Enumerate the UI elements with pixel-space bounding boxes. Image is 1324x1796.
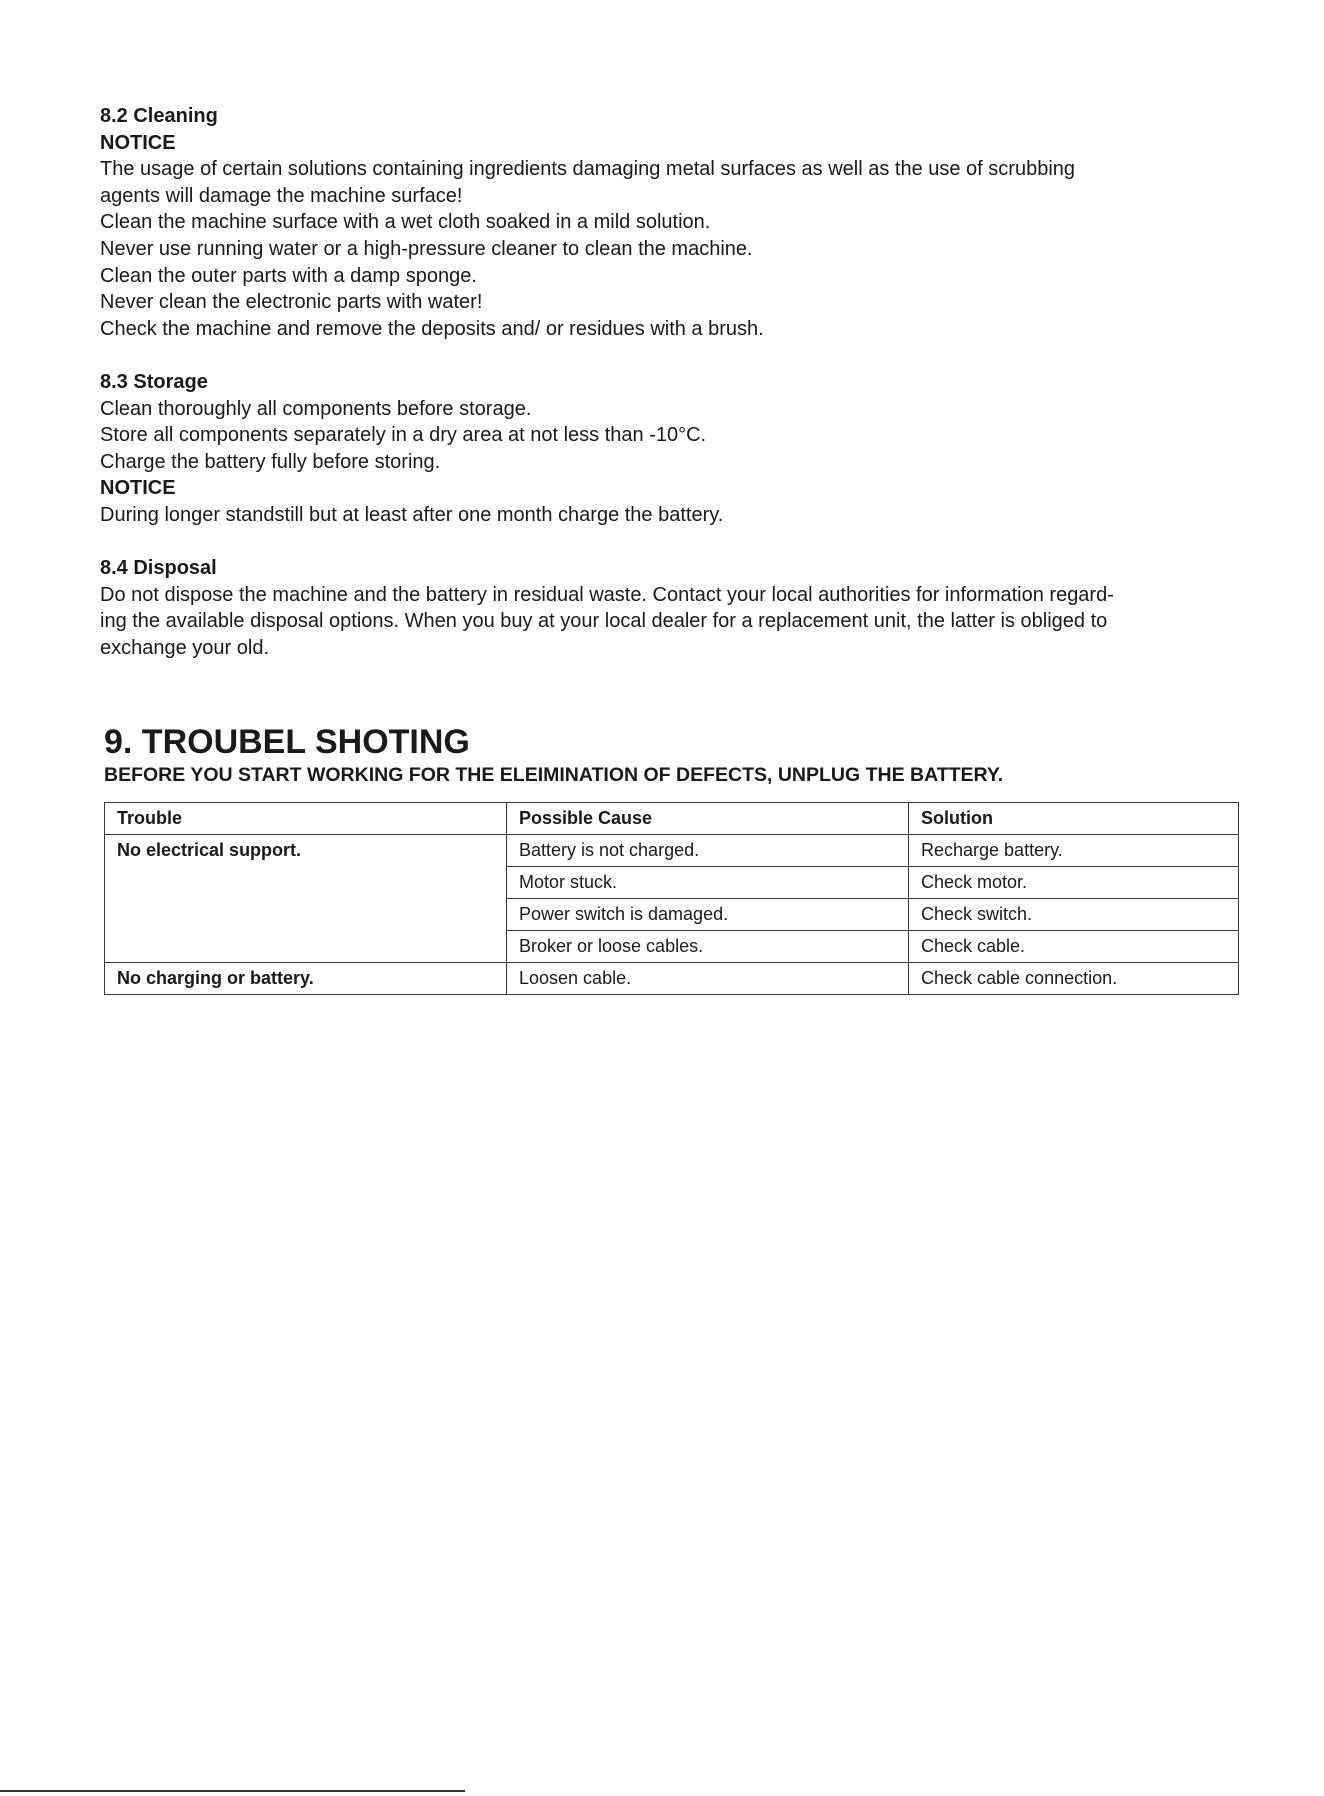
paragraph-line: Do not dispose the machine and the battery in residual waste. Contact your local authorities for information regard- [100, 583, 1114, 606]
cause-cell: Broker or loose cables. [507, 931, 909, 963]
notice-label: NOTICE [100, 477, 176, 500]
column-header-cause: Possible Cause [507, 803, 909, 835]
cause-cell: Motor stuck. [507, 867, 909, 899]
paragraph-line: Store all components separately in a dry area at not less than -10°C. [100, 424, 707, 447]
paragraph-line: ing the available disposal options. When you buy at your local dealer for a replacement unit, the latter is obliged to [100, 610, 1108, 633]
paragraph-line: Clean the outer parts with a damp sponge. [100, 264, 477, 287]
table-header-row [105, 803, 1239, 835]
trouble-cell: No electrical support. [105, 835, 507, 963]
section-spacer [100, 342, 1240, 369]
notice-text: During longer standstill but at least after one month charge the battery. [100, 503, 724, 526]
trouble-cell: No charging or battery. [105, 963, 507, 995]
paragraph-line: Never use running water or a high-pressure cleaner to clean the machine. [100, 237, 753, 260]
cause-cell: Power switch is damaged. [507, 899, 909, 931]
paragraph-line: Charge the battery fully before storing. [100, 450, 441, 473]
solution-cell: Check cable connection. [909, 963, 1239, 995]
solution-cell: Recharge battery. [909, 835, 1239, 867]
column-header-solution: Solution [909, 803, 1239, 835]
cause-cell: Loosen cable. [507, 963, 909, 995]
paragraph-line: Clean the machine surface with a wet cloth soaked in a mild solution. [100, 211, 711, 234]
cause-cell: Battery is not charged. [507, 835, 909, 867]
paragraph-line: agents will damage the machine surface! [100, 184, 463, 207]
section-spacer [100, 529, 1240, 556]
section-title-disposal: 8.4 Disposal [100, 557, 217, 580]
notice-label: NOTICE [100, 131, 176, 154]
footer-rule [0, 1790, 465, 1792]
troubleshooting-heading: 9. TROUBEL SHOTING [104, 723, 470, 761]
solution-cell: Check motor. [909, 867, 1239, 899]
solution-cell: Check switch. [909, 899, 1239, 931]
section-title-cleaning: 8.2 Cleaning [100, 105, 218, 127]
section-cleaning [100, 103, 1240, 342]
section-title-storage: 8.3 Storage [100, 370, 208, 393]
table-row [105, 835, 1239, 867]
paragraph-line: Check the machine and remove the deposits and/ or residues with a brush. [100, 317, 764, 340]
paragraph-line: The usage of certain solutions containing ingredients damaging metal surfaces as well as the use of scrubbing [100, 158, 1076, 181]
solution-cell: Check cable. [909, 931, 1239, 963]
paragraph-line: Never clean the electronic parts with water! [100, 291, 483, 314]
section-disposal [100, 555, 1240, 661]
table-row [105, 963, 1239, 995]
troubleshooting-table [104, 802, 1239, 995]
paragraph-line: exchange your old. [100, 636, 270, 659]
document-page [100, 103, 1240, 661]
section-storage [100, 369, 1240, 529]
paragraph-line: Clean thoroughly all components before storage. [100, 397, 532, 420]
column-header-trouble: Trouble [105, 803, 507, 835]
warning-text: BEFORE YOU START WORKING FOR THE ELEIMINATION OF DEFECTS, UNPLUG THE BATTERY. [104, 764, 1004, 786]
